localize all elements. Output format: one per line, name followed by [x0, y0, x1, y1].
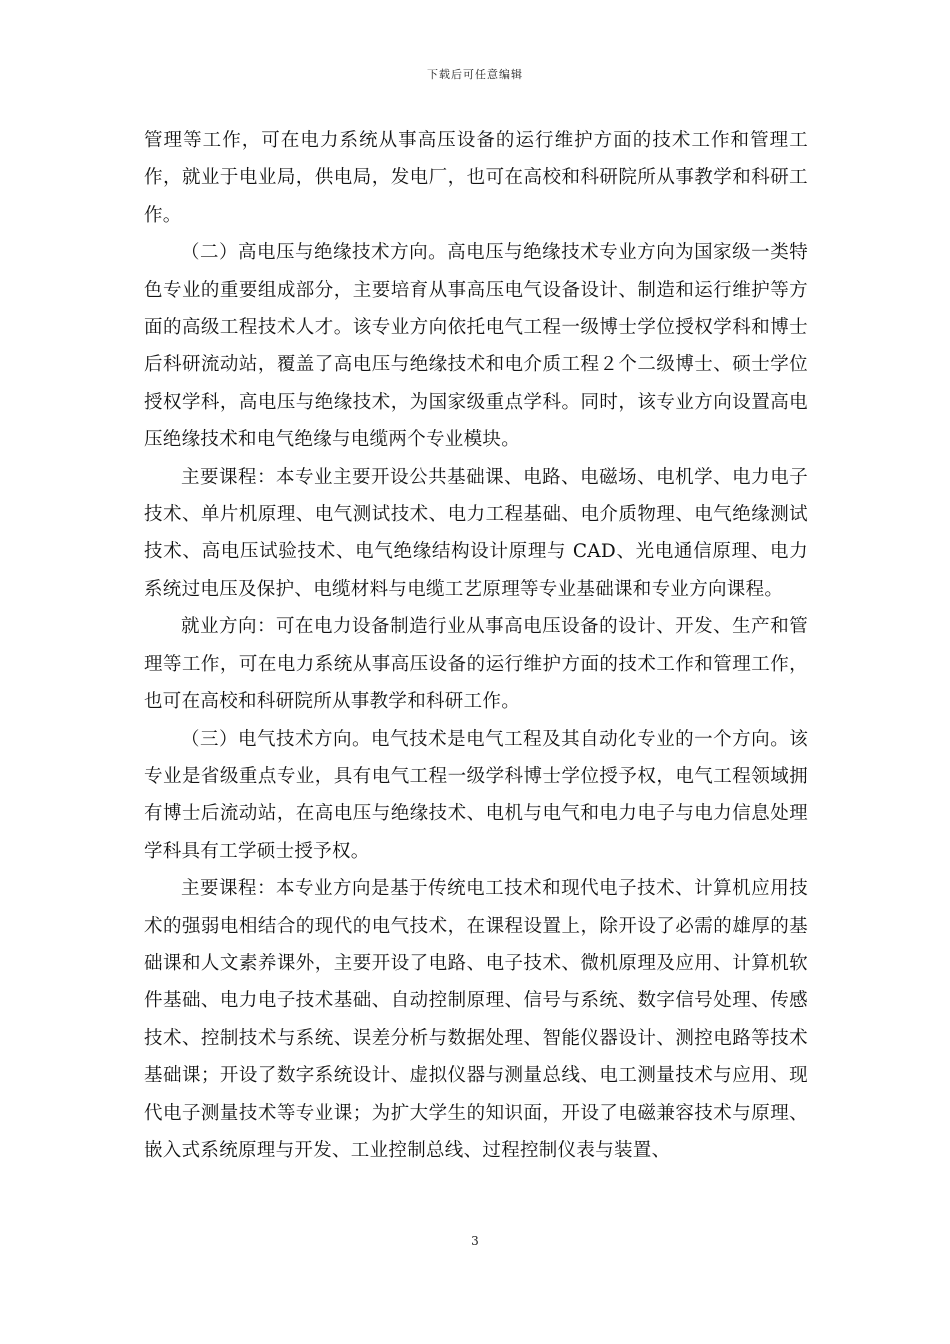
paragraph-high-voltage-direction: （二）高电压与绝缘技术方向。高电压与绝缘技术专业方向为国家级一类特色专业的重要组成部分，主要培育从事高压电气设备设计、制造和运行维护等方面的高级工程技术人才。该专业方向依托电气工程一级博士学位授权学科和博士后科研流动站，覆盖了高电压与绝缘技术和电介质工程２个二级博士、硕士学位授权学科，高电压与绝缘技术，为国家级重点学科。同时，该专业方向设置高电压绝缘技术和电气绝缘与电缆两个专业模块。 — [144, 242, 808, 451]
document-body — [144, 122, 808, 1169]
paragraph-electrical-technology-direction: （三）电气技术方向。电气技术是电气工程及其自动化专业的一个方向。该专业是省级重点专业，具有电气工程一级学科博士学位授予权，电气工程领域拥有博士后流动站，在高电压与绝缘技术、电机与电气和电力电子与电力信息处理学科具有工学硕士授予权。 — [144, 728, 808, 862]
paragraph-employment-hv: 就业方向：可在电力设备制造行业从事高电压设备的设计、开发、生产和管理等工作，可在电力系统从事高压设备的运行维护方面的技术工作和管理工作，也可在高校和科研院所从事教学和科研工作。 — [144, 616, 808, 713]
paragraph-main-courses-et: 主要课程：本专业方向是基于传统电工技术和现代电子技术、计算机应用技术的强弱电相结合的现代的电气技术，在课程设置上，除开设了必需的雄厚的基础课和人文素养课外，主要开设了电路、电子技术、微机原理及应用、计算机软件基础、电力电子技术基础、自动控制原理、信号与系统、数字信号处理、传感技术、控制技术与系统、误差分析与数据处理、智能仪器设计、测控电路等技术基础课；开设了数字系统设计、虚拟仪器与测量总线、电工测量技术与应用、现代电子测量技术等专业课；为扩大学生的知识面，开设了电磁兼容技术与原理、嵌入式系统原理与开发、工业控制总线、过程控制仪表与装置、 — [144, 878, 808, 1161]
page-number: 3 — [471, 1234, 479, 1248]
page-header: 下载后可任意编辑 — [427, 68, 523, 81]
paragraph-main-courses-hv: 主要课程：本专业主要开设公共基础课、电路、电磁场、电机学、电力电子技术、单片机原理、电气测试技术、电力工程基础、电介质物理、电气绝缘测试技术、高电压试验技术、电气绝缘结构设计原理与 CAD、光电通信原理、电力系统过电压及保护、电缆材料与电缆工艺原理等专业基础课和专业方向课程。 — [144, 466, 808, 600]
paragraph-continuation: 管理等工作，可在电力系统从事高压设备的运行维护方面的技术工作和管理工作，就业于电业局，供电局，发电厂，也可在高校和科研院所从事教学和科研工作。 — [144, 130, 808, 226]
